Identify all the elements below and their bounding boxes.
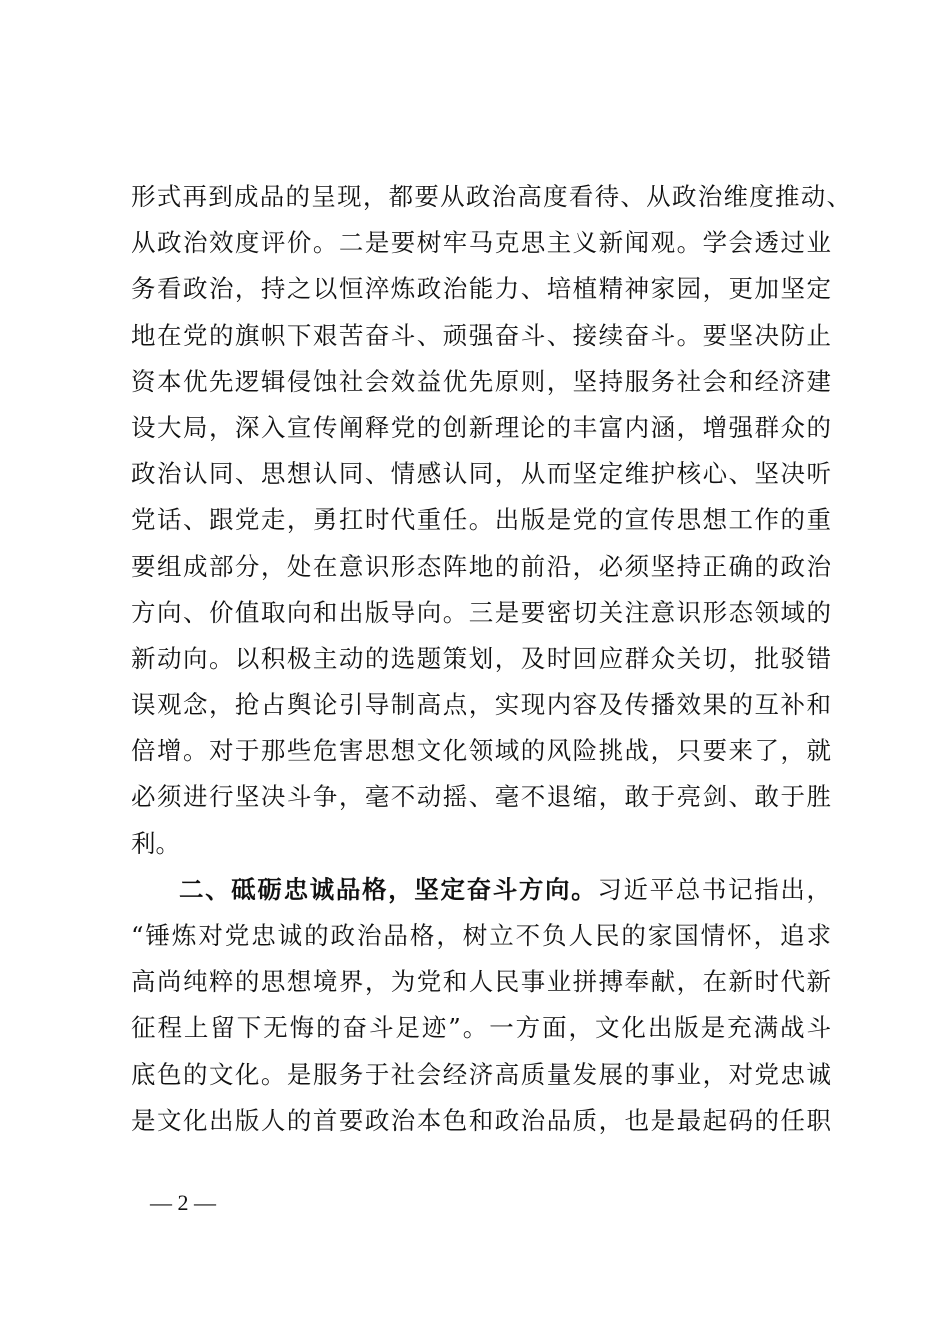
text-line: 征程上留下无悔的奋斗足迹”。一方面，文化出版是充满战斗 bbox=[131, 1013, 831, 1043]
text-line: 要组成部分，处在意识形态阵地的前沿，必须坚持正确的政治 bbox=[131, 551, 831, 581]
text-line: 党话、跟党走，勇扛时代重任。出版是党的宣传思想工作的重 bbox=[131, 505, 831, 535]
text-line: 从政治效度评价。二是要树牢马克思主义新闻观。学会透过业 bbox=[131, 228, 831, 258]
text-line: 设大局，深入宣传阐释党的创新理论的丰富内涵，增强群众的 bbox=[131, 412, 831, 442]
text-line: 资本优先逻辑侵蚀社会效益优先原则，坚持服务社会和经济建 bbox=[131, 366, 831, 396]
text-line: “锤炼对党忠诚的政治品格，树立不负人民的家国情怀，追求 bbox=[131, 921, 831, 950]
section-2-heading: 二、砥砺忠诚品格，坚定奋斗方向。 bbox=[179, 874, 598, 904]
text-line: 务看政治，持之以恒淬炼政治能力、培植精神家园，更加坚定 bbox=[131, 274, 831, 304]
text-line: 误观念，抢占舆论引导制高点，实现内容及传播效果的互补和 bbox=[131, 690, 831, 720]
text-line: 底色的文化。是服务于社会经济高质量发展的事业，对党忠诚 bbox=[131, 1059, 831, 1089]
text-line: 必须进行坚决斗争，毫不动摇、毫不退缩，敢于亮剑、敢于胜 bbox=[131, 782, 831, 812]
text-line: 利。 bbox=[131, 828, 180, 858]
section-2-intro: 习近平总书记指出， bbox=[597, 874, 832, 904]
text-line: 方向、价值取向和出版导向。三是要密切关注意识形态领域的 bbox=[131, 597, 831, 627]
text-line: 新动向。以积极主动的选题策划，及时回应群众关切，批驳错 bbox=[131, 643, 831, 673]
text-line: 地在党的旗帜下艰苦奋斗、顽强奋斗、接续奋斗。要坚决防止 bbox=[131, 320, 831, 350]
page-number: — 2 — bbox=[150, 1190, 216, 1215]
text-line: 政治认同、思想认同、情感认同，从而坚定维护核心、坚决听 bbox=[131, 459, 831, 489]
text-line: 是文化出版人的首要政治本色和政治品质，也是最起码的任职 bbox=[131, 1105, 831, 1135]
section-heading-line bbox=[131, 867, 831, 913]
body-text bbox=[131, 174, 851, 1144]
text-line: 形式再到成品的呈现，都要从政治高度看待、从政治维度推动、 bbox=[131, 182, 851, 211]
text-line: 高尚纯粹的思想境界，为党和人民事业拼搏奉献，在新时代新 bbox=[131, 967, 831, 997]
text-line: 倍增。对于那些危害思想文化领域的风险挑战，只要来了，就 bbox=[131, 736, 831, 766]
